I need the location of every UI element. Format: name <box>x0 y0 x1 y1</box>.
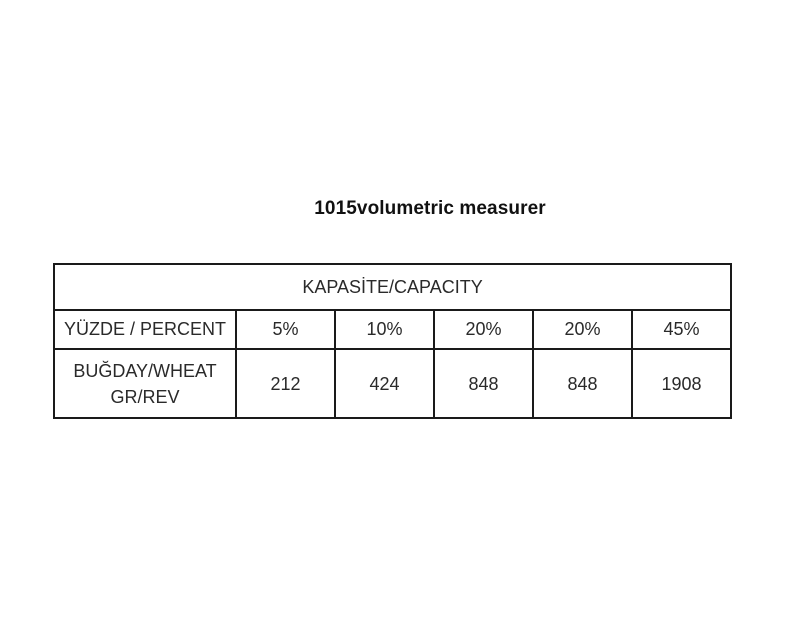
wheat-row <box>54 349 731 418</box>
percent-cell: 10% <box>335 310 434 349</box>
capacity-caption: KAPASİTE/CAPACITY <box>54 264 731 310</box>
capacity-table <box>53 263 732 419</box>
percent-cell: 45% <box>632 310 731 349</box>
wheat-cell: 848 <box>434 349 533 418</box>
wheat-cell: 424 <box>335 349 434 418</box>
percent-cell: 5% <box>236 310 335 349</box>
percent-cell: 20% <box>434 310 533 349</box>
wheat-label-line2: GR/REV <box>110 386 180 407</box>
percent-cell: 20% <box>533 310 632 349</box>
percent-row <box>54 310 731 349</box>
page-title: 1015volumetric measurer <box>314 198 546 219</box>
wheat-cell: 212 <box>236 349 335 418</box>
percent-label: YÜZDE / PERCENT <box>54 310 236 349</box>
wheat-label <box>54 349 236 418</box>
capacity-header-row <box>54 264 731 310</box>
wheat-label-line1: BUĞDAY/WHEAT <box>73 360 217 381</box>
wheat-cell: 1908 <box>632 349 731 418</box>
wheat-cell: 848 <box>533 349 632 418</box>
